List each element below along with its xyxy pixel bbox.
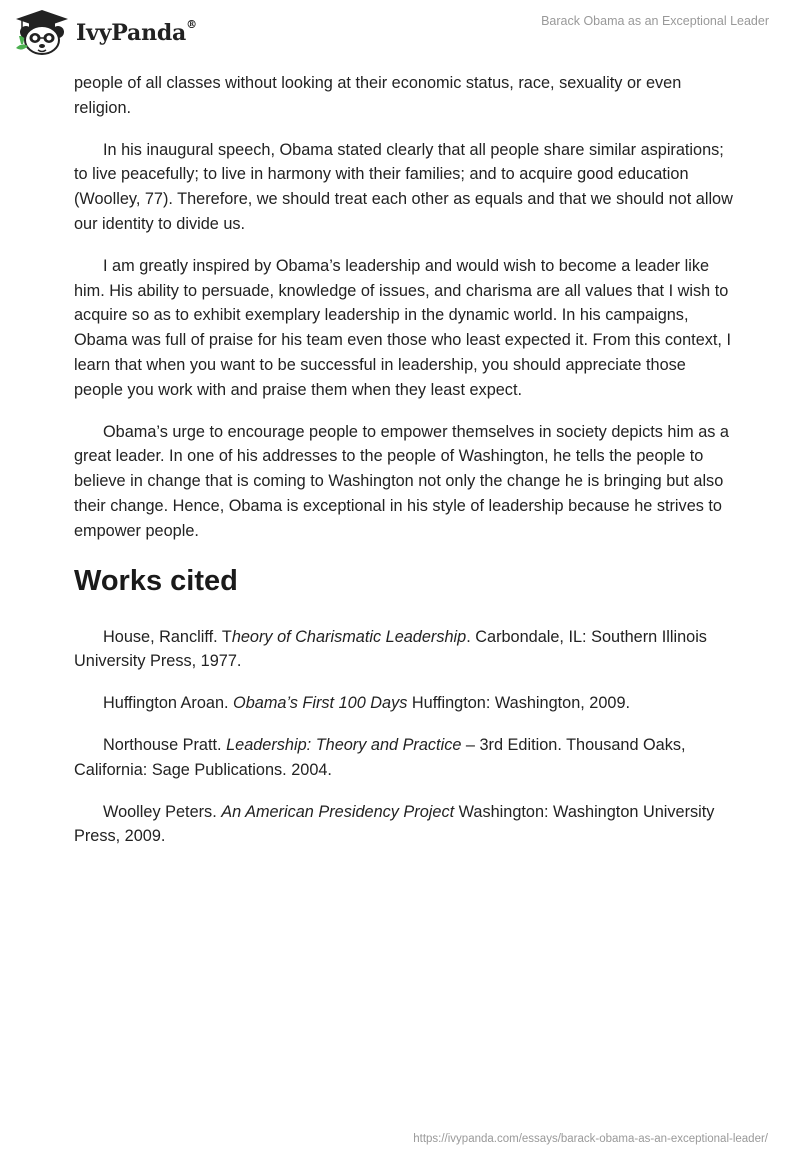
document-title: Barack Obama as an Exceptional Leader bbox=[541, 14, 769, 28]
works-cited-heading: Works cited bbox=[74, 564, 238, 597]
body-paragraph: people of all classes without looking at their economic status, race, sexuality or even religion. bbox=[74, 74, 682, 117]
source-url[interactable]: https://ivypanda.com/essays/barack-obama-as-an-exceptional-leader/ bbox=[413, 1133, 768, 1145]
citation-title: heory of Charismatic Leadership bbox=[231, 627, 467, 646]
essay-content bbox=[74, 71, 734, 866]
citation-title: Obama’s First 100 Days bbox=[233, 694, 408, 713]
body-paragraph: Obama’s urge to encourage people to empower themselves in society depicts him as a great leader. In one of his addresses to the people of Washington, he tells the people to believe in change that is coming to Washington not only the change he is bringing but also their change. Hence, Obama is exceptional in his style of leadership because he strives to empower people. bbox=[74, 422, 729, 540]
brand-name: IvyPanda® bbox=[76, 18, 197, 46]
panda-graduate-icon bbox=[14, 8, 72, 56]
citation-entry: House, Rancliff. Theory of Charismatic Leadership. Carbondale, IL: Southern Illinois University Press, 1977. bbox=[74, 627, 707, 671]
ivypanda-logo[interactable] bbox=[14, 8, 214, 56]
page-header bbox=[0, 0, 800, 62]
citation-title: Leadership: Theory and Practice bbox=[226, 735, 462, 754]
body-paragraph: I am greatly inspired by Obama’s leadership and would wish to become a leader like him. His ability to persuade, knowledge of issues, and charisma are all values that I wish to acquire so as to exhibit exemplary leadership in the dynamic world. In his campaigns, Obama was full of praise for his team even those who least expected it. From this context, I learn that when you want to be successful in leadership, you should appreciate those people you work with and praise them when they least expect. bbox=[74, 256, 731, 399]
body-paragraph: In his inaugural speech, Obama stated clearly that all people share similar aspirations; to live peacefully; to live in harmony with their families; and to acquire good education (Woolley, 77). Therefore, we should treat each other as equals and that we should not allow our identity to divide us. bbox=[74, 140, 733, 233]
citation-entry: Huffington Aroan. Obama’s First 100 Days Huffington: Washington, 2009. bbox=[103, 694, 631, 713]
citation-entry: Woolley Peters. An American Presidency Project Washington: Washington University Press, 2009. bbox=[74, 802, 715, 846]
citation-entry: Northouse Pratt. Leadership: Theory and Practice – 3rd Edition. Thousand Oaks, California: Sage Publications. 2004. bbox=[74, 735, 686, 779]
citation-title: An American Presidency Project bbox=[221, 802, 455, 821]
